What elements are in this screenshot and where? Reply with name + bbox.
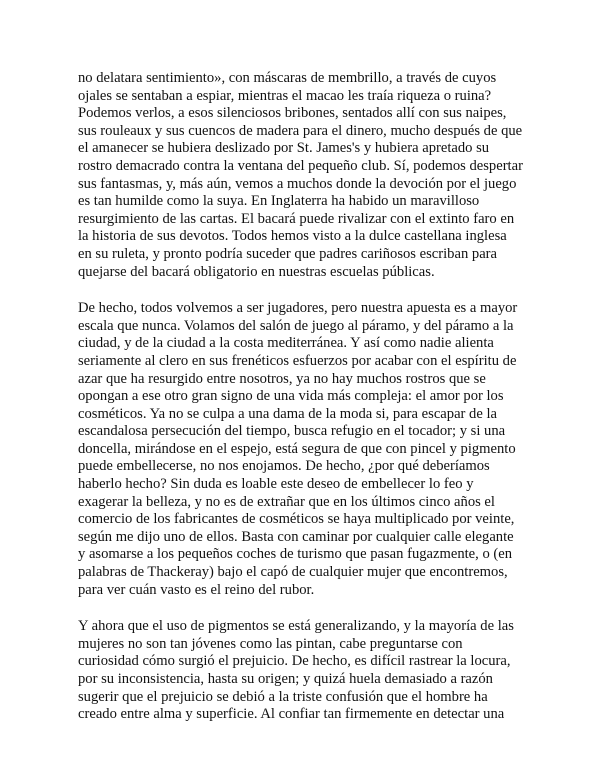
text-line: curiosidad cómo surgió el prejuicio. De hecho, es difícil rastrear la locura, [78,653,511,670]
text-line: creado entre alma y superficie. Al confiar tan firmemente en detectar una [78,706,505,723]
text-line: opongan a ese otro gran signo de una vida más compleja: el amor por los [78,388,504,405]
text-line: palabras de Thackeray) bajo el capó de cualquier mujer que encontremos, [78,564,508,581]
text-line: según me dijo uno de ellos. Basta con caminar por cualquier calle elegante [78,528,514,545]
text-line: azar que ha resurgido entre nosotros, ya no hay muchos rostros que se [78,370,486,387]
text-line: mujeres no son tan jóvenes como las pintan, cabe preguntarse con [78,635,463,652]
paragraph-2 [78,300,528,599]
text-line: el amanecer se hubiera deslizado por St. James's y hubiera apretado su [78,140,490,157]
text-line: es tan humilde como la suya. En Inglaterra ha habido un maravilloso [78,193,480,210]
text-line: y asomarse a los pequeños coches de turismo que pasan fugazmente, o (en [78,546,513,563]
text-line: quejarse del bacará obligatorio en nuestras escuelas públicas. [78,263,435,280]
text-line: Y ahora que el uso de pigmentos se está generalizando, y la mayoría de las [78,618,514,635]
text-line: sus fantasmas, y, más aún, vemos a muchos donde la devoción por el juego [78,175,517,192]
text-line: rostro demacrado contra la ventana del pequeño club. Sí, podemos despertar [78,157,523,174]
text-line: seriamente al clero en sus frenéticos esfuerzos por acabar con el espíritu de [78,352,517,369]
text-line: por su inconsistencia, hasta su origen; y quizá huela demasiado a razón [78,671,493,687]
document-page [78,70,528,743]
text-line: Podemos verlos, a esos silenciosos bribones, sentados allí con sus naipes, [78,105,507,122]
paragraph-1 [78,70,528,281]
text-line: exagerar la belleza, y no es de extrañar que en los últimos cinco años el [78,493,495,510]
paragraph-3 [78,618,528,724]
text-line: cosméticos. Ya no se culpa a una dama de la moda si, para escapar de la [78,405,498,422]
text-line: no delatara sentimiento», con máscaras de membrillo, a través de cuyos [78,70,497,86]
text-line: la historia de sus devotos. Todos hemos visto a la dulce castellana inglesa [78,228,507,245]
text-line: De hecho, todos volvemos a ser jugadores, pero nuestra apuesta es a mayor [78,300,518,317]
text-line: ojales se sentaban a espiar, mientras el macao les traía riqueza o ruina? [78,87,492,104]
text-line: en su ruleta, y pronto podría suceder que padres cariñosos escriban para [78,245,498,262]
text-line: puede embellecerse, no nos enojamos. De hecho, ¿por qué deberíamos [78,458,490,475]
text-line: ciudad, y de la ciudad a la costa mediterránea. Y así como nadie alienta [78,335,494,352]
text-line: para ver cuán vasto es el reino del rubor. [78,581,315,598]
text-line: sus rouleaux y sus cuencos de madera para el dinero, mucho después de que [78,122,523,139]
text-line: haberlo hecho? Sin duda es loable este deseo de embellecer lo feo y [78,476,474,493]
text-line: escala que nunca. Volamos del salón de juego al páramo, y del páramo a la [78,317,514,334]
text-line: sugerir que el prejuicio se debió a la triste confusión que el hombre ha [78,688,488,705]
text-line: resurgimiento de las cartas. El bacará puede rivalizar con el extinto faro en [78,210,515,227]
text-line: doncella, mirándose en el espejo, está segura de que con pincel y pigmento [78,440,516,457]
text-line: comercio de los fabricantes de cosméticos se haya multiplicado por veinte, [78,511,515,528]
text-line: escandalosa persecución del tiempo, busca refugio en el tocador; y si una [78,423,506,440]
